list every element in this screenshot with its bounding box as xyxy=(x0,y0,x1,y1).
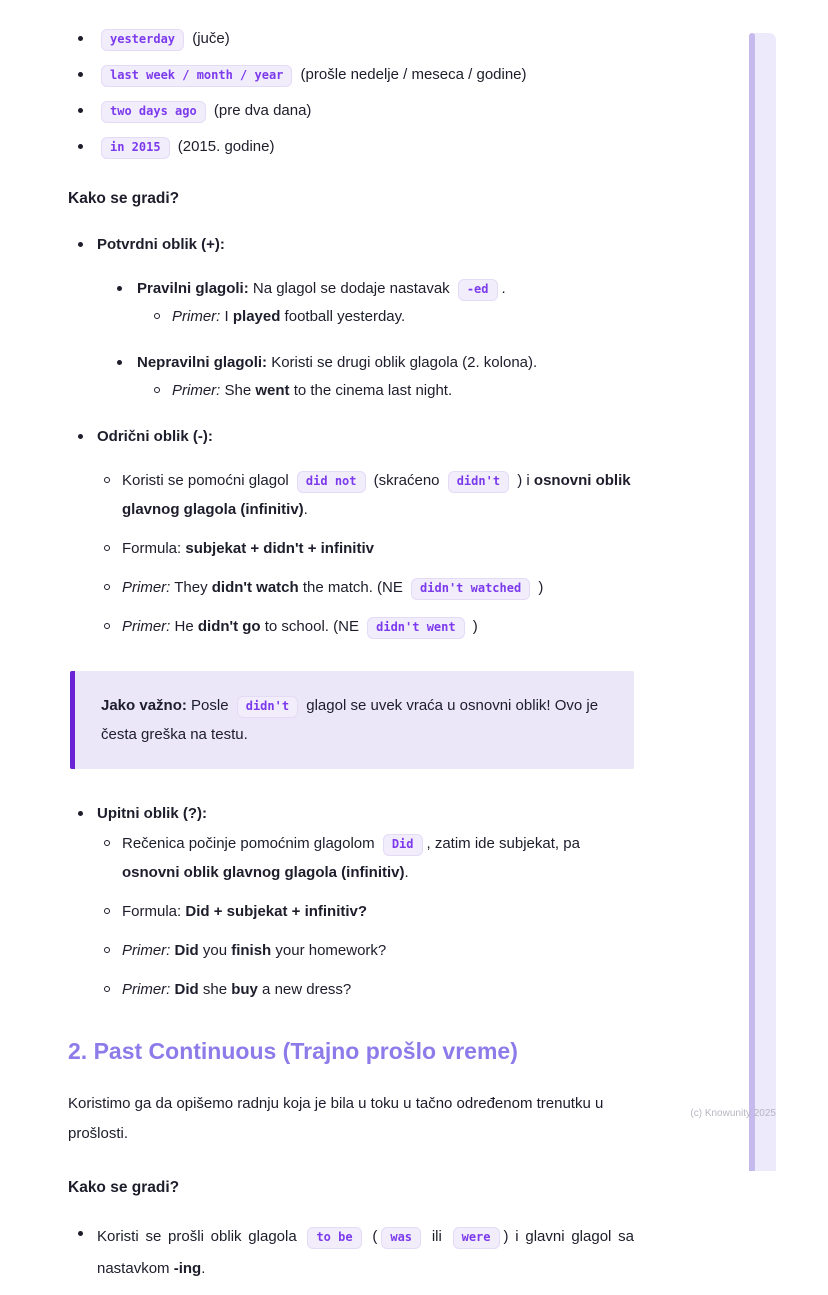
list-item-negative xyxy=(68,424,634,641)
time-expressions-list xyxy=(68,26,634,160)
bold-text: Did xyxy=(174,942,199,959)
list-item-text xyxy=(122,981,351,998)
italic-text: Primer: xyxy=(172,308,221,325)
notes-content xyxy=(68,26,634,1295)
list-item xyxy=(68,26,634,52)
text-span: glagol se uvek vraća u osnovni oblik! Ovo je česta greška na testu. xyxy=(101,697,599,743)
list-item-text xyxy=(97,1228,634,1277)
code-tag: last week / month / year xyxy=(101,65,292,87)
list-item xyxy=(137,304,634,330)
text-span: (prošle nedelje / meseca / godine) xyxy=(296,66,527,83)
text-span: They xyxy=(170,579,212,596)
list-item xyxy=(97,612,634,641)
list-item-affirmative xyxy=(68,232,634,404)
text-span: He xyxy=(170,618,198,635)
list-item xyxy=(97,936,634,965)
bullet-icon xyxy=(154,313,160,319)
list-item xyxy=(97,897,634,926)
bold-text: osnovni oblik glavnog glagola (infinitiv) xyxy=(122,864,405,881)
list-item xyxy=(68,98,634,124)
list-item-text xyxy=(122,903,367,920)
list-item-text xyxy=(122,618,478,635)
text-span: ) xyxy=(468,618,478,635)
affirmative-sublist xyxy=(97,276,634,404)
code-tag: were xyxy=(453,1227,500,1249)
list-item xyxy=(68,1221,634,1285)
bold-text: osnovni oblik glavnog glagola (infinitiv) xyxy=(122,472,631,518)
bullet-icon xyxy=(78,811,83,816)
question-form-list xyxy=(68,801,634,1004)
bullet-icon xyxy=(104,584,110,590)
code-tag: Did xyxy=(383,834,423,856)
text-span: she xyxy=(198,981,232,998)
callout-text xyxy=(101,691,608,749)
text-span: Koristi se prošli oblik glagola xyxy=(97,1228,304,1245)
text-span: (juče) xyxy=(188,30,230,47)
list-item-text xyxy=(122,579,543,596)
list-item-text xyxy=(122,835,580,881)
text-span: football yesterday. xyxy=(280,308,406,325)
past-continuous-intro: Koristimo ga da opišemo radnju koja je bila u toku u tačno određenom trenutku u prošlosti. xyxy=(68,1095,604,1142)
list-item xyxy=(68,62,634,88)
bullet-icon xyxy=(104,840,110,846)
code-tag: didn't xyxy=(237,696,298,718)
bold-text: finish xyxy=(231,942,272,959)
list-item-text xyxy=(97,66,527,83)
italic-text: Primer: xyxy=(122,579,171,596)
text-span: (pre dva dana) xyxy=(209,102,312,119)
italic-text: Primer: xyxy=(122,942,171,959)
text-span: . xyxy=(501,280,506,297)
text-span: you xyxy=(198,942,232,959)
text-span: Koristi se pomoćni glagol xyxy=(122,472,293,489)
past-continuous-rule-list xyxy=(68,1221,634,1285)
bullet-icon xyxy=(78,144,83,149)
question-sublist xyxy=(97,829,634,1004)
code-tag: in 2015 xyxy=(101,137,170,159)
bullet-icon xyxy=(104,986,110,992)
text-span: your homework? xyxy=(271,942,387,959)
code-tag: didn't went xyxy=(367,617,464,639)
text-span: Koristi se drugi oblik glagola (2. kolona). xyxy=(267,354,538,371)
code-tag: did not xyxy=(297,471,366,493)
example-sublist xyxy=(137,378,634,404)
important-callout xyxy=(70,671,634,769)
list-item-text xyxy=(97,236,225,253)
text-span: Posle xyxy=(186,697,233,714)
copyright-watermark: (c) Knowunity 2025 xyxy=(690,1108,776,1119)
text-span: I xyxy=(220,308,233,325)
list-item-text xyxy=(172,308,405,325)
italic-text: Primer: xyxy=(172,382,221,399)
list-item-text xyxy=(97,102,311,119)
section-heading-how-formed: Kako se gradi? xyxy=(68,190,180,207)
list-item xyxy=(97,975,634,1004)
text-span: Rečenica počinje pomoćnim glagolom xyxy=(122,835,379,852)
bold-text: Odrični oblik (-): xyxy=(97,428,213,445)
bold-text: Pravilni glagoli: xyxy=(137,280,249,297)
bold-text: Jako važno: xyxy=(101,697,187,714)
bullet-icon xyxy=(104,908,110,914)
bullet-icon xyxy=(117,286,122,291)
bold-text: didn't go xyxy=(197,618,261,635)
text-span: ( xyxy=(365,1228,378,1245)
text-span: ) i glavni glagol sa nastavkom xyxy=(97,1228,634,1277)
text-span: She xyxy=(220,382,256,399)
list-item-text xyxy=(172,382,452,399)
bullet-icon xyxy=(104,623,110,629)
bold-text: played xyxy=(232,308,281,325)
text-span: ) xyxy=(534,579,544,596)
list-item-question xyxy=(68,801,634,1004)
list-item-text xyxy=(137,354,537,371)
list-item xyxy=(97,276,634,330)
bold-text: went xyxy=(255,382,290,399)
list-item-text xyxy=(122,540,374,557)
bold-text: Upitni oblik (?): xyxy=(97,805,207,822)
list-item xyxy=(97,573,634,602)
text-span: to school. (NE xyxy=(260,618,364,635)
code-tag: two days ago xyxy=(101,101,206,123)
list-item-text xyxy=(97,805,207,822)
text-span: . xyxy=(303,501,308,518)
list-item xyxy=(137,378,634,404)
text-span: Formula: xyxy=(122,540,186,557)
list-item-text xyxy=(97,30,230,47)
bold-text: subjekat + didn't + infinitiv xyxy=(185,540,374,557)
scrollbar-thumb[interactable] xyxy=(749,33,755,1171)
text-span: (2015. godine) xyxy=(173,138,275,155)
text-span: the match. (NE xyxy=(298,579,408,596)
past-continuous-heading: 2. Past Continuous (Trajno prošlo vreme) xyxy=(68,1038,518,1064)
italic-text: Primer: xyxy=(122,618,171,635)
text-span: Na glagol se dodaje nastavak xyxy=(248,280,454,297)
negative-sublist xyxy=(97,466,634,641)
code-tag: didn't xyxy=(448,471,509,493)
list-item-text xyxy=(97,138,274,155)
bullet-icon xyxy=(117,360,122,365)
bullet-icon xyxy=(78,72,83,77)
code-tag: yesterday xyxy=(101,29,184,51)
bullet-icon xyxy=(78,1231,83,1236)
text-span: , zatim ide subjekat, pa xyxy=(426,835,580,852)
bullet-icon xyxy=(78,242,83,247)
text-span: ili xyxy=(425,1228,449,1245)
code-tag: -ed xyxy=(458,279,498,301)
text-span: a new dress? xyxy=(257,981,352,998)
text-span: Formula: xyxy=(122,903,186,920)
list-item-text xyxy=(122,942,386,959)
list-item-text xyxy=(137,280,506,297)
list-item xyxy=(97,829,634,887)
bullet-icon xyxy=(104,545,110,551)
verb-forms-list xyxy=(68,232,634,641)
bullet-icon xyxy=(78,108,83,113)
bold-text: Did xyxy=(174,981,199,998)
bold-text: buy xyxy=(231,981,258,998)
bullet-icon xyxy=(78,36,83,41)
text-span: (skraćeno xyxy=(369,472,444,489)
text-span: to the cinema last night. xyxy=(289,382,453,399)
bullet-icon xyxy=(78,434,83,439)
text-span: ) i xyxy=(513,472,534,489)
example-sublist xyxy=(137,304,634,330)
section-heading-how-formed-2: Kako se gradi? xyxy=(68,1179,180,1196)
list-item-text xyxy=(97,428,213,445)
bold-text: didn't watch xyxy=(211,579,299,596)
bullet-icon xyxy=(104,947,110,953)
bold-text: Potvrdni oblik (+): xyxy=(97,236,225,253)
list-item-text xyxy=(122,472,631,518)
bold-text: Did + subjekat + infinitiv? xyxy=(185,903,368,920)
list-item xyxy=(68,134,634,160)
code-tag: didn't watched xyxy=(411,578,530,600)
code-tag: was xyxy=(381,1227,421,1249)
bullet-icon xyxy=(154,387,160,393)
list-item xyxy=(97,466,634,524)
text-span: . xyxy=(201,1260,206,1277)
scrollbar-track[interactable] xyxy=(749,33,776,1171)
bullet-icon xyxy=(104,477,110,483)
italic-text: Primer: xyxy=(122,981,171,998)
code-tag: to be xyxy=(307,1227,361,1249)
list-item xyxy=(97,534,634,563)
text-span: . xyxy=(404,864,409,881)
bold-text: -ing xyxy=(173,1260,202,1277)
list-item xyxy=(97,350,634,404)
bold-text: Nepravilni glagoli: xyxy=(137,354,268,371)
